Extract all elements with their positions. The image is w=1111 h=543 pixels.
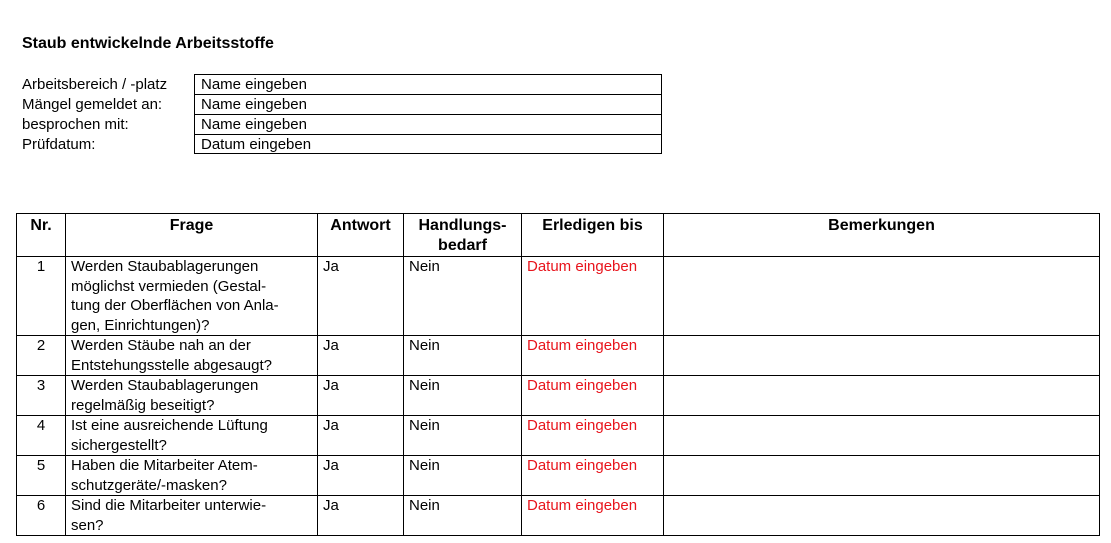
question-line: Ist eine ausreichende Lüftung	[71, 417, 268, 434]
question-cell	[66, 376, 318, 416]
answer-cell[interactable]: Ja	[318, 456, 404, 496]
question-line: Werden Staubablagerungen	[71, 258, 259, 275]
answer-cell[interactable]: Ja	[318, 336, 404, 376]
question-cell	[66, 416, 318, 456]
meta-row-pruefdatum	[22, 134, 662, 154]
question-line: Haben die Mitarbeiter Atem-	[71, 457, 258, 474]
checklist-table	[16, 213, 1100, 536]
question-line: Werden Stäube nah an der	[71, 337, 251, 354]
meta-label-besprochen: besprochen mit:	[22, 116, 129, 133]
action-needed-cell[interactable]: Nein	[404, 336, 522, 376]
header-erledigen-bis: Erledigen bis	[522, 214, 664, 257]
action-needed-cell[interactable]: Nein	[404, 257, 522, 336]
meta-label-maengel: Mängel gemeldet an:	[22, 96, 163, 113]
question-line: sichergestellt?	[71, 436, 167, 454]
remarks-field[interactable]	[664, 456, 1100, 496]
due-date-field[interactable]: Datum eingeben	[522, 496, 664, 536]
meta-fields	[22, 74, 662, 154]
remarks-field[interactable]	[664, 416, 1100, 456]
table-header-row	[17, 214, 1100, 257]
header-bemerkungen: Bemerkungen	[664, 214, 1100, 257]
action-needed-cell[interactable]: Nein	[404, 496, 522, 536]
table-row	[17, 456, 1100, 496]
question-line: sen?	[71, 516, 104, 534]
table-row	[17, 376, 1100, 416]
maengel-gemeldet-field[interactable]: Name eingeben	[194, 94, 662, 114]
header-frage: Frage	[66, 214, 318, 257]
question-line: gen, Einrichtungen)?	[71, 316, 210, 334]
row-number: 6	[17, 496, 66, 536]
header-handlungsbedarf-line1: Handlungs-	[418, 217, 507, 234]
pruefdatum-field[interactable]: Datum eingeben	[194, 134, 662, 154]
row-number: 5	[17, 456, 66, 496]
table-row	[17, 336, 1100, 376]
meta-label-pruefdatum: Prüfdatum:	[22, 136, 96, 153]
due-date-field[interactable]: Datum eingeben	[522, 376, 664, 416]
question-line: möglichst vermieden (Gestal-	[71, 277, 267, 295]
question-cell	[66, 257, 318, 336]
row-number: 4	[17, 416, 66, 456]
table-row	[17, 496, 1100, 536]
question-cell	[66, 456, 318, 496]
answer-cell[interactable]: Ja	[318, 376, 404, 416]
meta-row-maengel	[22, 94, 662, 114]
row-number: 3	[17, 376, 66, 416]
header-handlungsbedarf-line2: bedarf	[438, 237, 487, 254]
header-antwort: Antwort	[318, 214, 404, 257]
table-row	[17, 257, 1100, 336]
row-number: 2	[17, 336, 66, 376]
question-line: Entstehungsstelle abgesaugt?	[71, 356, 272, 374]
question-cell	[66, 496, 318, 536]
meta-row-besprochen	[22, 114, 662, 134]
answer-cell[interactable]: Ja	[318, 416, 404, 456]
due-date-field[interactable]: Datum eingeben	[522, 456, 664, 496]
row-number: 1	[17, 257, 66, 336]
action-needed-cell[interactable]: Nein	[404, 456, 522, 496]
due-date-field[interactable]: Datum eingeben	[522, 257, 664, 336]
document-title: Staub entwickelnde Arbeitsstoffe	[22, 35, 274, 52]
header-handlungsbedarf	[404, 214, 522, 257]
meta-row-arbeitsbereich	[22, 74, 662, 94]
remarks-field[interactable]	[664, 257, 1100, 336]
table-row	[17, 416, 1100, 456]
question-cell	[66, 336, 318, 376]
besprochen-mit-field[interactable]: Name eingeben	[194, 114, 662, 134]
due-date-field[interactable]: Datum eingeben	[522, 336, 664, 376]
remarks-field[interactable]	[664, 376, 1100, 416]
answer-cell[interactable]: Ja	[318, 496, 404, 536]
question-line: schutzgeräte/-masken?	[71, 476, 227, 494]
action-needed-cell[interactable]: Nein	[404, 376, 522, 416]
remarks-field[interactable]	[664, 336, 1100, 376]
answer-cell[interactable]: Ja	[318, 257, 404, 336]
header-nr: Nr.	[17, 214, 66, 257]
due-date-field[interactable]: Datum eingeben	[522, 416, 664, 456]
remarks-field[interactable]	[664, 496, 1100, 536]
action-needed-cell[interactable]: Nein	[404, 416, 522, 456]
meta-label-arbeitsbereich: Arbeitsbereich / -platz	[22, 76, 168, 93]
question-line: Werden Staubablagerungen	[71, 377, 259, 394]
question-line: Sind die Mitarbeiter unterwie-	[71, 497, 267, 514]
question-line: regelmäßig beseitigt?	[71, 396, 215, 414]
arbeitsbereich-field[interactable]: Name eingeben	[194, 74, 662, 94]
question-line: tung der Oberflächen von Anla-	[71, 297, 279, 314]
